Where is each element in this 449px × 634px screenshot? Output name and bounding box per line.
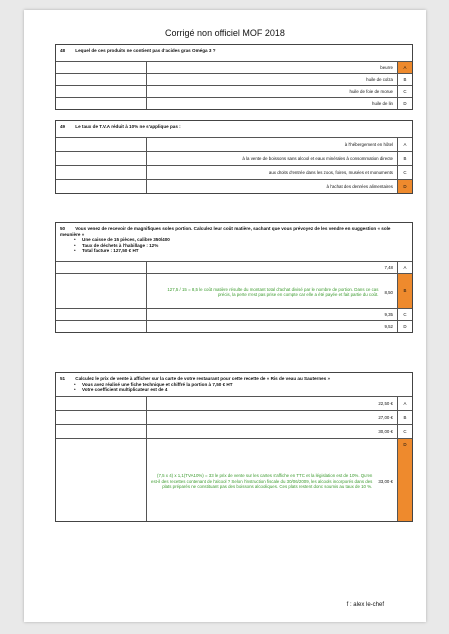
option-letter[interactable]: A xyxy=(397,138,412,151)
answer-explanation: (7,5 x 4) x 1,1(TVA10%) = 33 le prix de vente sur les cartes s'affiche en TTC et la législation est de 10%. Qu'en est-il des recettes contenant de l'alcool ? Selon l'instruction fiscale du 30/06/2009, les alcools incorporés dans des plats préparés ne constituant pas des boissons alcooliques. Ces plats restent donc soumis au taux de 10 %. xyxy=(151,473,373,489)
question-number: 51 xyxy=(60,376,66,381)
option-row[interactable] xyxy=(56,320,412,332)
option-row[interactable] xyxy=(56,308,412,320)
option-letter[interactable]: B xyxy=(397,411,412,424)
option-text: beurre xyxy=(146,62,397,73)
option-text: à l'hébergement en hôtel xyxy=(146,138,397,151)
option-text: aux droits d'entrée dans les zoos, foires, musées et monuments xyxy=(146,166,397,179)
option-row[interactable] xyxy=(56,261,412,273)
option-letter[interactable]: C xyxy=(397,86,412,97)
footer-credit: f : alex le-chef xyxy=(346,602,384,608)
question-bullets: • Vous avez réalisé une fiche technique et chiffré la portion à 7,50 € HT • Votre coefficient multiplicateur est de 4 xyxy=(60,382,408,393)
option-letter[interactable]: A xyxy=(397,262,412,273)
question-text: Lequel de ces produits ne contient pas d'acides gras Oméga 3 ? xyxy=(75,48,216,53)
option-letter-selected[interactable]: D xyxy=(397,180,412,193)
option-text: huile de lin xyxy=(146,98,397,109)
question-49 xyxy=(55,120,413,194)
document-page xyxy=(24,10,426,622)
option-letter-selected[interactable]: A xyxy=(397,62,412,73)
option-row[interactable] xyxy=(56,179,412,193)
question-number: 48 xyxy=(60,48,66,53)
question-text: Calculez le prix de vente à afficher sur la carte de votre restaurant pour cette recette de « Ris de veau au Sauternes » xyxy=(75,376,331,381)
question-text: Le taux de T.V.A réduit à 10% ne s'applique pas : xyxy=(75,124,181,129)
question-number: 50 xyxy=(60,226,66,231)
option-text: huile de foie de morue xyxy=(146,86,397,97)
option-text: 8,50 xyxy=(384,289,393,295)
option-row[interactable] xyxy=(56,137,412,151)
option-text: 33,00 € xyxy=(378,478,393,484)
option-letter-selected[interactable]: B xyxy=(397,274,412,308)
option-row[interactable] xyxy=(56,85,412,97)
option-letter-selected[interactable]: D xyxy=(397,439,412,521)
option-letter[interactable]: B xyxy=(397,152,412,165)
option-row[interactable] xyxy=(56,424,412,438)
option-text: 27,00 € xyxy=(146,411,397,424)
option-letter[interactable]: D xyxy=(397,321,412,332)
question-text: Vous venez de recevoir de magnifiques soles portion. Calculez leur coût matière, sachant que vous prévoyez de les vendre en suggestion « sole meunière » xyxy=(60,226,391,237)
option-letter[interactable]: D xyxy=(397,98,412,109)
option-row[interactable] xyxy=(56,273,412,308)
question-number: 49 xyxy=(60,124,66,129)
page-title: Corrigé non officiel MOF 2018 xyxy=(165,28,285,38)
option-row[interactable] xyxy=(56,73,412,85)
option-row[interactable] xyxy=(56,410,412,424)
option-row[interactable] xyxy=(56,396,412,410)
option-text: 30,00 € xyxy=(146,425,397,438)
option-text: à la vente de boissons sans alcool et eaux minérales à consommation directe xyxy=(146,152,397,165)
option-text: à l'achat des denrées alimentaires xyxy=(146,180,397,193)
option-row[interactable] xyxy=(56,151,412,165)
question-51 xyxy=(55,372,413,522)
option-letter[interactable]: C xyxy=(397,425,412,438)
option-letter[interactable]: C xyxy=(397,166,412,179)
option-row[interactable] xyxy=(56,97,412,109)
option-text: huile de colza xyxy=(146,74,397,85)
option-row[interactable] xyxy=(56,61,412,73)
answer-explanation: 127,5 / 15 = 8,5 le coût matière résulte du montant total d'achat divisé par le nombre de portion. Dans ce cas précis, la perte n'est pas prise en compte car elle a été payée et fait partie du coût. xyxy=(167,287,379,298)
option-letter[interactable]: A xyxy=(397,397,412,410)
option-row[interactable] xyxy=(56,438,412,521)
option-row[interactable] xyxy=(56,165,412,179)
option-text: 9,52 xyxy=(146,321,397,332)
option-text: 7,48 xyxy=(146,262,397,273)
question-50 xyxy=(55,222,413,333)
option-letter[interactable]: C xyxy=(397,309,412,320)
question-48 xyxy=(55,44,413,110)
option-text: 9,35 xyxy=(146,309,397,320)
question-bullets: • Une caisse de 15 pièces, calibre 350/400 • Taux de déchets à l'habillage : 12% • Total facture : 127,50 € HT xyxy=(60,237,408,254)
option-letter[interactable]: B xyxy=(397,74,412,85)
option-text: 22,50 € xyxy=(146,397,397,410)
